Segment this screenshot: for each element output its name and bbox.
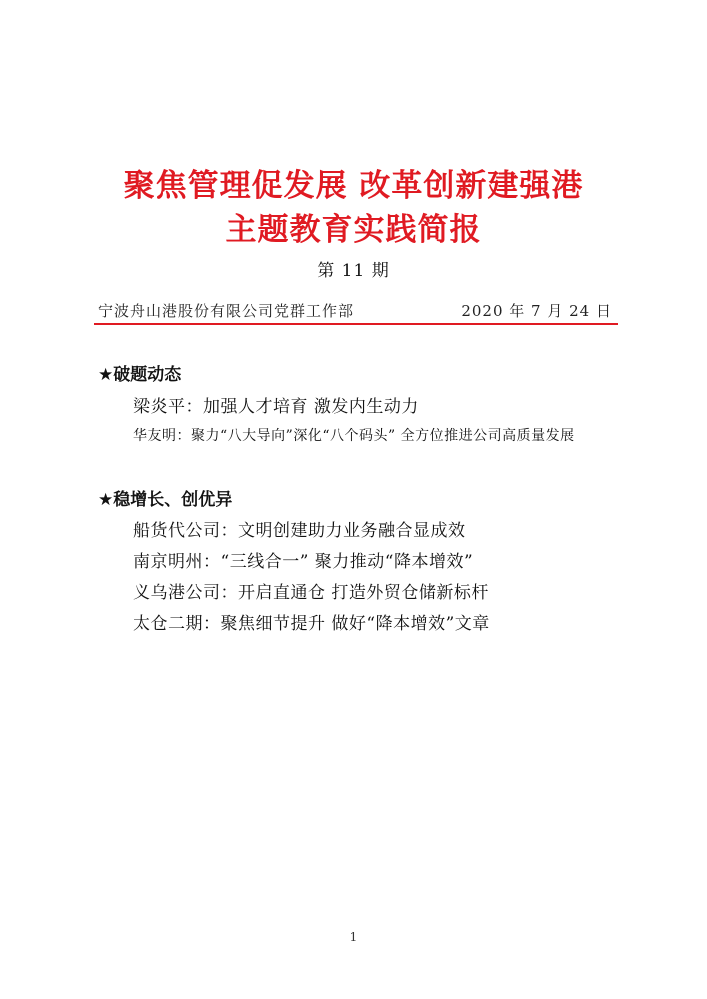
toc-item[interactable]: 南京明州：“三线合一” 聚力推动“降本增效” [133, 552, 474, 572]
publisher-org: 宁波舟山港股份有限公司党群工作部 [98, 302, 355, 320]
issue-number: 第 11 期 [317, 261, 390, 281]
toc-item[interactable]: 义乌港公司：开启直通仓 打造外贸仓储新标杆 [133, 583, 489, 603]
page-number: 1 [349, 930, 358, 944]
toc-item[interactable]: 华友明：聚力“八大导向”深化“八个码头” 全方位推进公司高质量发展 [133, 428, 575, 444]
header-rule [94, 323, 618, 325]
toc-item[interactable]: 船货代公司：文明创建助力业务融合显成效 [133, 521, 466, 541]
toc-item[interactable]: 梁炎平：加强人才培育 激发内生动力 [133, 397, 419, 417]
toc-item[interactable]: 太仓二期：聚焦细节提升 做好“降本增效”文章 [133, 614, 490, 634]
publish-date: 2020 年 7 月 24 日 [461, 302, 612, 320]
section-heading-growth: ★稳增长、创优异 [98, 490, 233, 510]
title-line-2: 主题教育实践简报 [225, 212, 482, 248]
title-line-1: 聚焦管理促发展 改革创新建强港 [123, 168, 584, 204]
section-heading-dynamics: ★破题动态 [98, 365, 182, 385]
